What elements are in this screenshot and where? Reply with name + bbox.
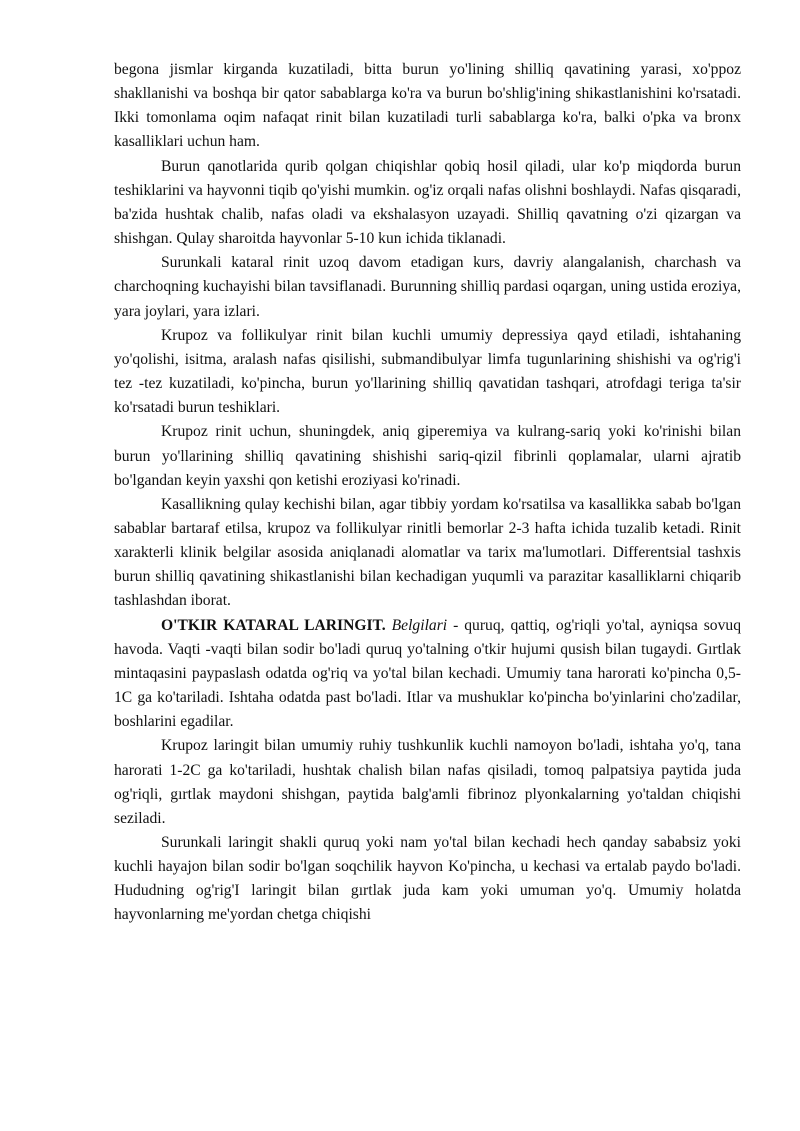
paragraph-1: begona jismlar kirganda kuzatiladi, bitta burun yo'lining shilliq qavatining yarasi, xo'ppoz shakllanishi va boshqa bir qator sabablarga ko'ra va burun bo'shlig'ining shikastlanishini ko'rsatadi. Ikki tomonlama oqim nafaqat rinit bilan kuzatiladi turli sabablarga ko'ra, balki o'pka va bronx kasalliklari uchun ham. [114,61,741,151]
paragraph-8: Krupoz laringit bilan umumiy ruhiy tushkunlik kuchli namoyon bo'ladi, ishtaha yo'q, tana harorati 1-2C ga ko'tariladi, hushtak chalish bilan nafas qisiladi, tomoq palpatsiya paytida juda og'riqli, gırtlak maydoni shishgan, paytida balg'amli fibrinoz plyonkalarning yo'taldan chiqishi seziladi. [114,737,741,827]
section-paragraph [114,614,741,735]
document-page [114,58,741,928]
section-heading: O'TKIR KATARAL LARINGIT. [161,616,386,634]
section-label: Belgilari [391,616,448,634]
section-text: - quruq, qattiq, og'riqli yo'tal, ayniqsa sovuq havoda. Vaqti -vaqti bilan sodir bo'ladi quruq yo'talning o'tkir hujumi qusish bilan tugaydi. Gırtlak mintaqasini paypaslash odatda og'riq va yo'tal bilan kechadi. Umumiy tana harorati ko'pincha 0,5-1C ga ko'tariladi. Ishtaha odatda past bo'ladi. Itlar va mushuklar ko'pincha bo'yinlarini cho'zadilar, boshlarini egadilar. [114,616,741,731]
paragraph-3: Surunkali kataral rinit uzoq davom etadigan kurs, davriy alangalanish, charchash va charchoqning kuchayishi bilan tavsiflanadi. Burunning shilliq pardasi oqargan, uning ustida eroziya, yara joylari, yara izlari. [114,254,741,320]
paragraph-4: Krupoz va follikulyar rinit bilan kuchli umumiy depressiya qayd etiladi, ishtahaning yo'qolishi, isitma, aralash nafas qisilishi, submandibulyar limfa tugunlarining shishishi va og'rig'i tez -tez kuzatiladi, ko'pincha, burun yo'llarining shilliq qavatidan tashqari, atrofdagi teriga ta'sir ko'rsatadi burun teshiklari. [114,326,741,417]
paragraph-6: Kasallikning qulay kechishi bilan, agar tibbiy yordam ko'rsatilsa va kasallikka sabab bo'lgan sabablar bartaraf etilsa, krupoz va follikulyar rinitli bemorlar 2-3 hafta ichida tuzalib ketadi. Rinit xarakterli klinik belgilar asosida aniqlanadi alomatlar va tarix ma'lumotlari. Differentsial tashxis burun shilliq qavatining shikastlanishi bilan kechadigan yuqumli va parazitar kasalliklarni chiqarib tashlashdan iborat. [114,495,741,610]
paragraph-5: Krupoz rinit uchun, shuningdek, aniq giperemiya va kulrang-sariq yoki ko'rinishi bilan burun yo'llarining shilliq qavatining shishishi sariq-qizil fibrinli qoplamalar, ularni ajratib bo'lgandan keyin yaxshi qon ketishi eroziyasi ko'rinadi. [114,423,741,489]
paragraph-9: Surunkali laringit shakli quruq yoki nam yo'tal bilan kechadi hech qanday sababsiz yoki kuchli hayajon bilan sodir bo'lgan soqchilik hayvon Ko'pincha, u kechasi va ertalab paydo bo'ladi. Hududning og'rig'I laringit bilan gırtlak juda kam yoki umuman yo'q. Umumiy holatda hayvonlarning me'yordan chetga chiqishi [114,834,741,924]
paragraph-2: Burun qanotlarida qurib qolgan chiqishlar qobiq hosil qiladi, ular ko'p miqdorda burun teshiklarini va hayvonni tiqib qo'yishi mumkin. og'iz orqali nafas olishni boshlaydi. Nafas qisqaradi, ba'zida hushtak chalib, nafas oladi va ekshalasyon uzayadi. Shilliq qavatning o'zi qizargan va shishgan. Qulay sharoitda hayvonlar 5-10 kun ichida tiklanadi. [114,157,741,248]
